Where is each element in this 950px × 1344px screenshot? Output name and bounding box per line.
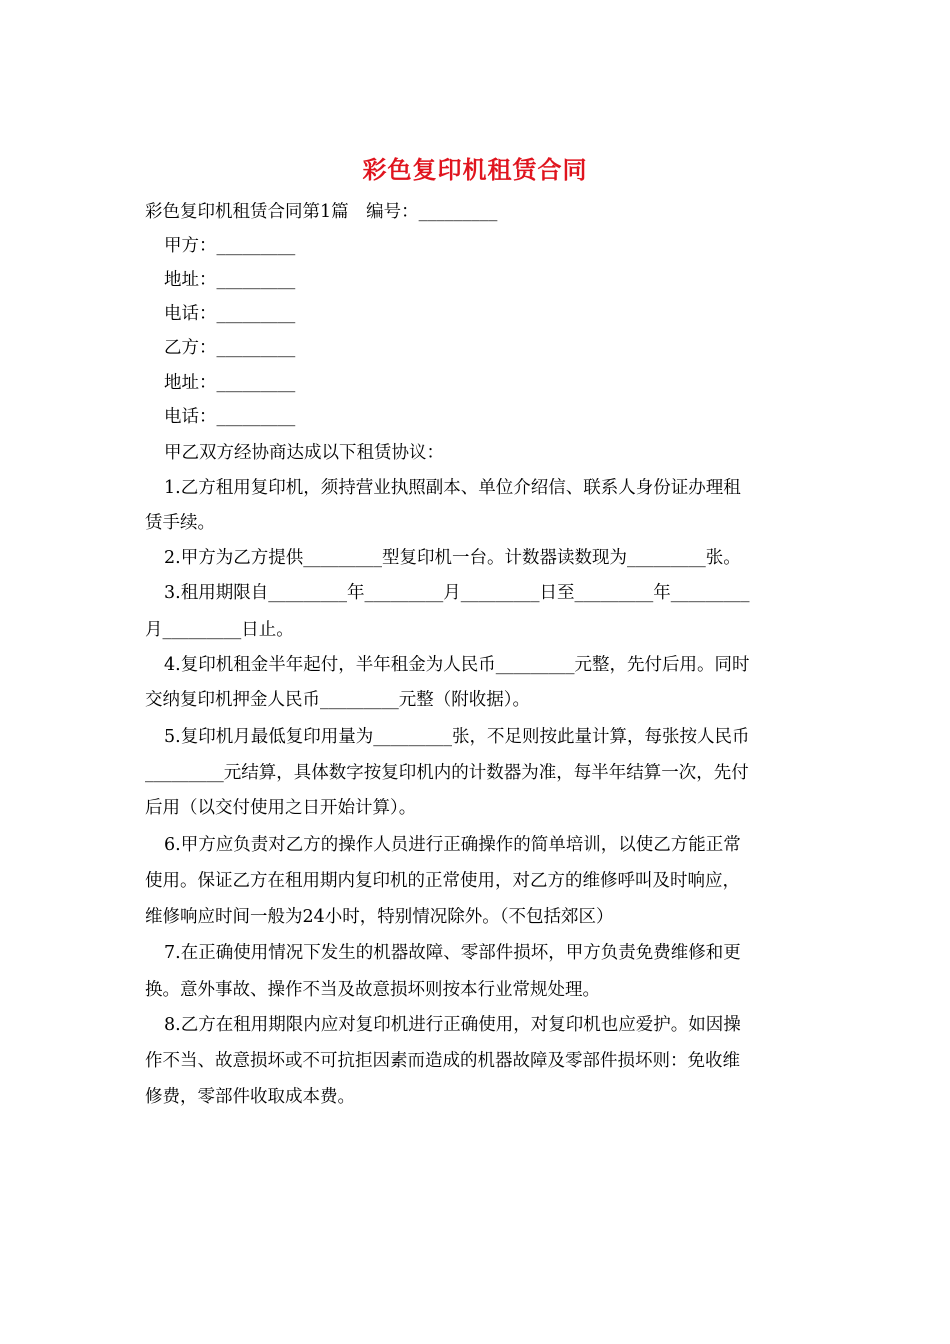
clause-6-line-2: 使用。保证乙方在租用期内复印机的正常使用，对乙方的维修呼叫及时响应， <box>145 871 740 891</box>
party-b-address-field: 地址：_________ <box>164 373 296 393</box>
clause-1-line-1: 1.乙方租用复印机，须持营业执照副本、单位介绍信、联系人身份证办理租 <box>164 478 741 498</box>
clause-5-line-1: 5.复印机月最低复印用量为_________张，不足则按此量计算，每张按人民币 <box>164 727 750 747</box>
clause-3-line-1: 3.租用期限自_________年_________月_________日至_________年_________ <box>164 583 750 603</box>
clause-6-line-3: 维修响应时间一般为24小时，特别情况除外。（不包括郊区） <box>145 907 614 927</box>
clause-3-line-2: 月_________日止。 <box>145 620 294 640</box>
party-b-phone-field: 电话：_________ <box>164 407 296 427</box>
agreement-intro: 甲乙双方经协商达成以下租赁协议： <box>164 443 444 463</box>
clause-4-line-2: 交纳复印机押金人民币_________元整（附收据）。 <box>145 690 530 710</box>
clause-7-line-1: 7.在正确使用情况下发生的机器故障、零部件损坏，甲方负责免费维修和更 <box>164 943 741 963</box>
clause-4-line-1: 4.复印机租金半年起付，半年租金为人民币_________元整，先付后用。同时 <box>164 655 750 675</box>
party-a-field: 甲方：_________ <box>164 236 296 256</box>
contract-number-line: 彩色复印机租赁合同第1篇 编号：_________ <box>145 202 498 222</box>
clause-1-line-2: 赁手续。 <box>145 513 215 533</box>
party-a-address-field: 地址：_________ <box>164 270 296 290</box>
party-a-phone-field: 电话：_________ <box>164 304 296 324</box>
clause-6-line-1: 6.甲方应负责对乙方的操作人员进行正确操作的简单培训，以使乙方能正常 <box>164 835 741 855</box>
clause-7-line-2: 换。意外事故、操作不当及故意损坏则按本行业常规处理。 <box>145 980 600 1000</box>
document-title: 彩色复印机租赁合同 <box>362 155 588 184</box>
clause-5-line-3: 后用（以交付使用之日开始计算）。 <box>145 798 417 818</box>
clause-8-line-2: 作不当、故意损坏或不可抗拒因素而造成的机器故障及零部件损坏则：免收维 <box>145 1051 740 1071</box>
party-b-field: 乙方：_________ <box>164 338 296 358</box>
clause-5-line-2: _________元结算，具体数字按复印机内的计数器为准，每半年结算一次，先付 <box>145 763 749 783</box>
clause-8-line-1: 8.乙方在租用期限内应对复印机进行正确使用，对复印机也应爱护。如因操 <box>164 1015 741 1035</box>
clause-2-line-1: 2.甲方为乙方提供_________型复印机一台。计数器读数现为_________张。 <box>164 548 741 568</box>
clause-8-line-3: 修费，零部件收取成本费。 <box>145 1087 355 1107</box>
